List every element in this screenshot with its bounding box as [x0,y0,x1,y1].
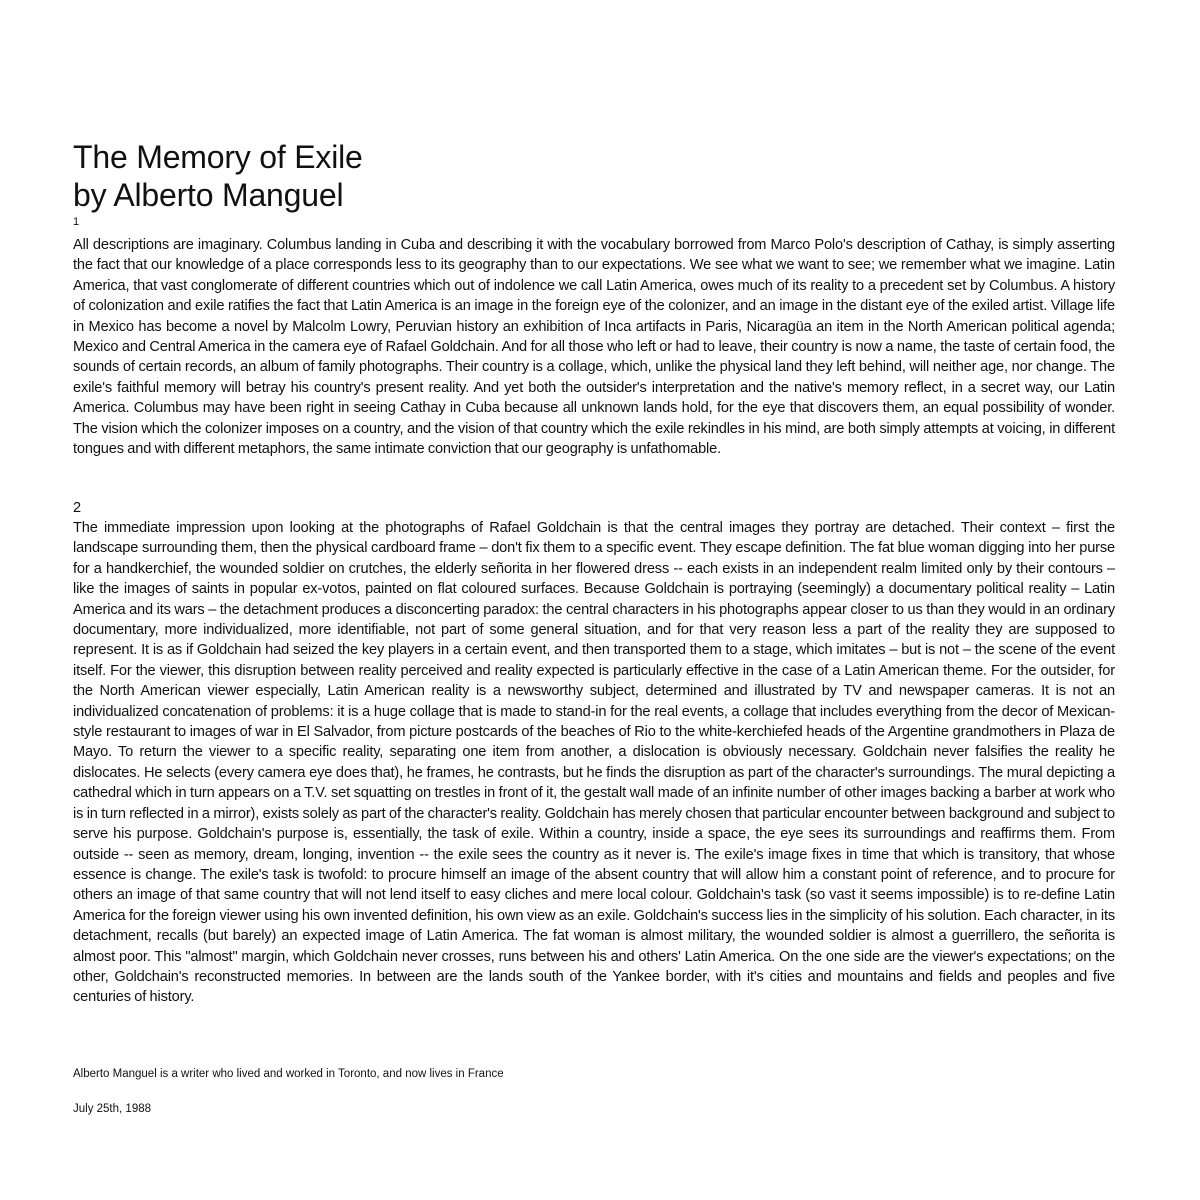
article-date: July 25th, 1988 [73,1103,152,1115]
title-line-2-byline: by Alberto Manguel [73,177,344,213]
section-1-paragraph: All descriptions are imaginary. Columbus landing in Cuba and describing it with the vocabulary borrowed from Marco Polo's description of Cathay, is simply asserting the fact that our knowledge of a place corresponds less to its geography than to our expectations. We see what we want to see; we remember what we imagine. Latin America, that vast conglomerate of different countries which out of indolence we call Latin America, owes much of its reality to a precedent set by Columbus. A history of colonization and exile ratifies the fact that Latin America is an image in the foreign eye of the colonizer, and an image in the distant eye of the exiled artist. Village life in Mexico has become a novel by Malcolm Lowry, Peruvian history an exhibition of Inca artifacts in Paris, Nicaragüa an item in the North American political agenda; Mexico and Central America in the camera eye of Rafael Goldchain. And for all those who left or had to leave, their country is now a name, the taste of certain food, the sounds of certain records, an album of family photographs. Their country is a collage, which, unlike the physical land they left behind, will neither age, nor change. The exile's faithful memory will betray his country's present reality. And yet both the outsider's interpretation and the native's memory reflect, in a secret way, our Latin America. Columbus may have been right in seeing Cathay in Cuba because all unknown lands hold, for the eye that discovers them, an equal possibility of wonder. The vision which the colonizer imposes on a country, and the vision of that country which the exile rekindles in his mind, are both simply attempts at voicing, in different tongues and with different metaphors, the same intimate conviction that our geography is unfathomable. [73,237,1115,458]
section-1 [73,235,1115,459]
section-2 [73,518,1115,1008]
author-bio: Alberto Manguel is a writer who lived and worked in Toronto, and now lives in France [73,1068,504,1080]
title-line-1: The Memory of Exile [73,139,363,175]
section-2-paragraph: The immediate impression upon looking at the photographs of Rafael Goldchain is that the central images they portray are detached. Their context – first the landscape surrounding them, then the physical cardboard frame – don't fix them to a specific event. They escape definition. The fat blue woman digging into her purse for a handkerchief, the wounded soldier on crutches, the elderly señorita in her flowered dress -- each exists in an independent realm limited only by their contours – like the images of saints in popular ex-votos, painted on flat coloured surfaces. Because Goldchain is portraying (seemingly) a documentary political reality – Latin America and its wars – the detachment produces a disconcerting paradox: the central characters in his photographs appear closer to us than they would in an ordinary documentary, more individualized, more identifiable, not part of some general situation, and for that very reason less a part of the reality they are supposed to represent. It is as if Goldchain had seized the key players in a certain event, and then transported them to a stage, which imitates – but is not – the scene of the event itself. For the viewer, this disruption between reality perceived and reality expected is particularly effective in the case of a Latin American theme. For the outsider, for the North American viewer especially, Latin American reality is a newsworthy subject, determined and illustrated by TV and newspaper cameras. It is not an individualized concatenation of problems: it is a huge collage that is made to stand-in for the real events, a collage that includes everything from the decor of Mexican-style restaurant to images of war in El Salvador, from picture postcards of the beaches of Rio to the white-kerchiefed heads of the Argentine grandmothers in Plaza de Mayo. To return the viewer to a specific reality, separating one item from another, a dislocation is obviously necessary. Goldchain never falsifies the reality he dislocates. He selects (every camera eye does that), he frames, he contrasts, but he finds the disruption as part of the character's surroundings. The mural depicting a cathedral which in turn appears on a T.V. set squatting on trestles in front of it, the gestalt wall made of an infinite number of other images backing a barber at work who is in turn reflected in a mirror), exists solely as part of the character's reality. Goldchain has merely chosen that particular encounter between background and subject to serve his purpose. Goldchain's purpose is, essentially, the task of exile. Within a country, inside a space, the eye sees its surroundings and reaffirms them. From outside -- seen as memory, dream, longing, invention -- the exile sees the country as it never is. The exile's image fixes in time that which is transitory, that whose essence is change. The exile's task is twofold: to procure himself an image of the absent country that will allow him a constant point of reference, and to procure for others an image of that same country that will not lend itself to easy cliches and mere local colour. Goldchain's task (so vast it seems impossible) is to re-define Latin America for the foreign viewer using his own invented definition, his own view as an exile. Goldchain's success lies in the simplicity of his solution. Each character, in its detachment, recalls (but barely) an expected image of Latin America. The fat woman is almost military, the wounded soldier is almost a guerrillero, the señorita is almost poor. This "almost" margin, which Goldchain never crosses, runs between his and others' Latin America. On the one side are the viewer's expectations; on the other, Goldchain's reconstructed memories. In between are the lands south of the Yankee border, with it's cities and mountains and fields and peoples and five centuries of history. [73,520,1115,1006]
section-number-2: 2 [73,500,82,516]
section-number-1: 1 [73,216,80,228]
article-title [73,138,1133,214]
